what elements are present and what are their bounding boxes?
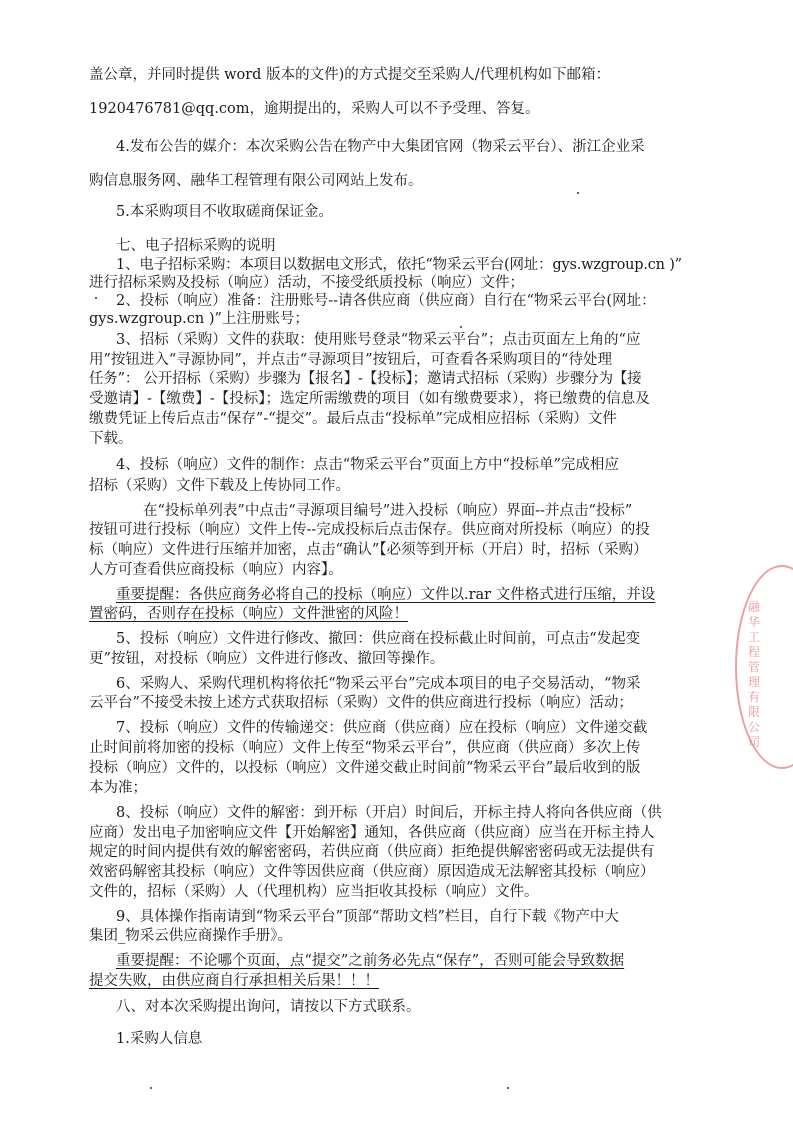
text-line: 1920476781@qq.com，逾期提出的，采购人可以不予受理、答复。: [89, 101, 540, 117]
text-line: 8、投标（响应）文件的解密：到开标（开启）时间后，开标主持人将向各供应商（供: [116, 805, 662, 821]
text-line: 效密码解密其投标（响应）文件等因供应商（供应商）原因造成无法解密其投标（响应）: [89, 864, 655, 880]
text-line: 招标（采购）文件下载及上传协同工作。: [89, 478, 350, 494]
section-heading: 八、对本次采购提出询问，请按以下方式联系。: [116, 999, 421, 1015]
text-line: 投标（响应）文件的，以投标（响应）文件递交截止时间前“物采云平台”最后收到的版: [89, 760, 641, 776]
important-notice: 提交失败，由供应商自行承担相关后果！！！: [89, 973, 379, 989]
text-line: 标（响应）文件进行压缩并加密，点击“确认”【必须等到开标（开启）时，招标（采购）: [89, 542, 648, 558]
text-line: 7、投标（响应）文件的传输递交：供应商（供应商）应在投标（响应）文件递交截: [116, 720, 648, 736]
text-line: 在“投标单列表”中点击“寻源项目编号”进入投标（响应）界面--并点击“投标”: [143, 503, 633, 519]
text-line: 4、投标（响应）文件的制作：点击“物采云平台”页面上方中“投标单”完成相应: [116, 457, 619, 473]
scan-speck: [95, 297, 97, 299]
text-line: 文件的，招标（采购）人（代理机构）应当拒收其投标（响应）文件。: [89, 884, 539, 900]
text-line: 集团_物采云供应商操作手册》。: [89, 928, 292, 944]
text-line: 用”按钮进入“寻源协同”，并点击“寻源项目”按钮后，可查看各采购项目的“待处理: [89, 352, 612, 368]
text-line: 5、投标（响应）文件进行修改、撤回：供应商在投标截止时间前，可点击“发起变: [116, 631, 641, 647]
text-line: 任务”： 公开招标（采购）步骤为【报名】-【投标】；邀请式招标（采购）步骤分为【接: [89, 371, 642, 387]
important-notice: 重要提醒：各供应商务必将自己的投标（响应）文件以.rar 文件格式进行压缩，并设: [116, 587, 656, 603]
scan-speck: [460, 326, 462, 328]
text-line: 受邀请】-【缴费】-【投标】；选定所需缴费的项目（如有缴费要求），将已缴费的信息及: [89, 391, 650, 407]
text-line: 6、采购人、采购代理机构将依托“物采云平台”完成本项目的电子交易活动，“物采: [116, 676, 641, 692]
text-line: 5.本采购项目不收取磋商保证金。: [116, 204, 333, 220]
text-line: 进行招标采购及投标（响应）活动，不接受纸质投标（响应）文件；: [89, 275, 524, 291]
section-heading: 七、电子招标采购的说明: [116, 238, 276, 254]
scan-speck: [150, 1087, 152, 1089]
text-line: 更”按钮，对投标（响应）文件进行修改、撤回等操作。: [89, 651, 445, 667]
text-line: 云平台”不接受未按上述方式获取招标（采购）文件的供应商进行投标（响应）活动；: [89, 695, 633, 711]
text-line: 按钮可进行投标（响应）文件上传--完成投标后点击保存。供应商对所投标（响应）的投: [89, 522, 650, 538]
text-line: 本为准；: [89, 780, 147, 796]
text-line: gys.wzgroup.cn )”上注册账号；: [89, 311, 309, 327]
text-line: 人方可查看供应商投标（响应）内容】。: [89, 562, 343, 578]
text-line: 缴费凭证上传后点击“保存”-“提交”。最后点击“投标单”完成相应招标（采购）文件: [89, 411, 617, 427]
important-notice: 置密码，否则存在投标（响应）文件泄密的风险！: [89, 606, 408, 622]
important-notice: 重要提醒：不论哪个页面，点“提交”之前务必先点“保存”，否则可能会导致数据: [116, 953, 625, 969]
scan-speck: [577, 192, 579, 194]
text-line: 规定的时间内提供有效的解密密码，若供应商（供应商）拒绝提供解密密码或无法提供有: [89, 844, 655, 860]
company-seal-text: 融华工程管理有限公司: [748, 600, 761, 749]
text-line: 4.发布公告的媒介：本次采购公告在物产中大集团官网（物采云平台）、浙江企业采: [116, 139, 645, 155]
text-line: 9、具体操作指南请到“物采云平台”顶部“帮助文档”栏目，自行下载《物产中大: [116, 909, 619, 925]
text-line: 购信息服务网、融华工程管理有限公司网站上发布。: [89, 173, 423, 189]
text-line: 1、电子招标采购：本项目以数据电文形式，依托“物采云平台(网址：gys.wzgroup.cn )”: [116, 257, 682, 273]
text-line: 3、招标（采购）文件的获取：使用账号登录“物采云平台”；点击页面左上角的“应: [116, 332, 641, 348]
text-line: 2、投标（响应）准备：注册账号--请各供应商（供应商）自行在“物采云平台(网址：: [116, 293, 656, 309]
text-line: 下载。: [89, 431, 133, 447]
text-line: 止时间前将加密的投标（响应）文件上传至“物采云平台”，供应商（供应商）多次上传: [89, 740, 641, 756]
scan-speck: [507, 1087, 509, 1089]
text-line: 盖公章，并同时提供 word 版本的文件)的方式提交至采购人/代理机构如下邮箱：: [89, 67, 611, 83]
sub-heading: 1.采购人信息: [116, 1031, 203, 1047]
text-line: 应商）发出电子加密响应文件【开始解密】通知，各供应商（供应商）应当在开标主持人: [89, 825, 655, 841]
